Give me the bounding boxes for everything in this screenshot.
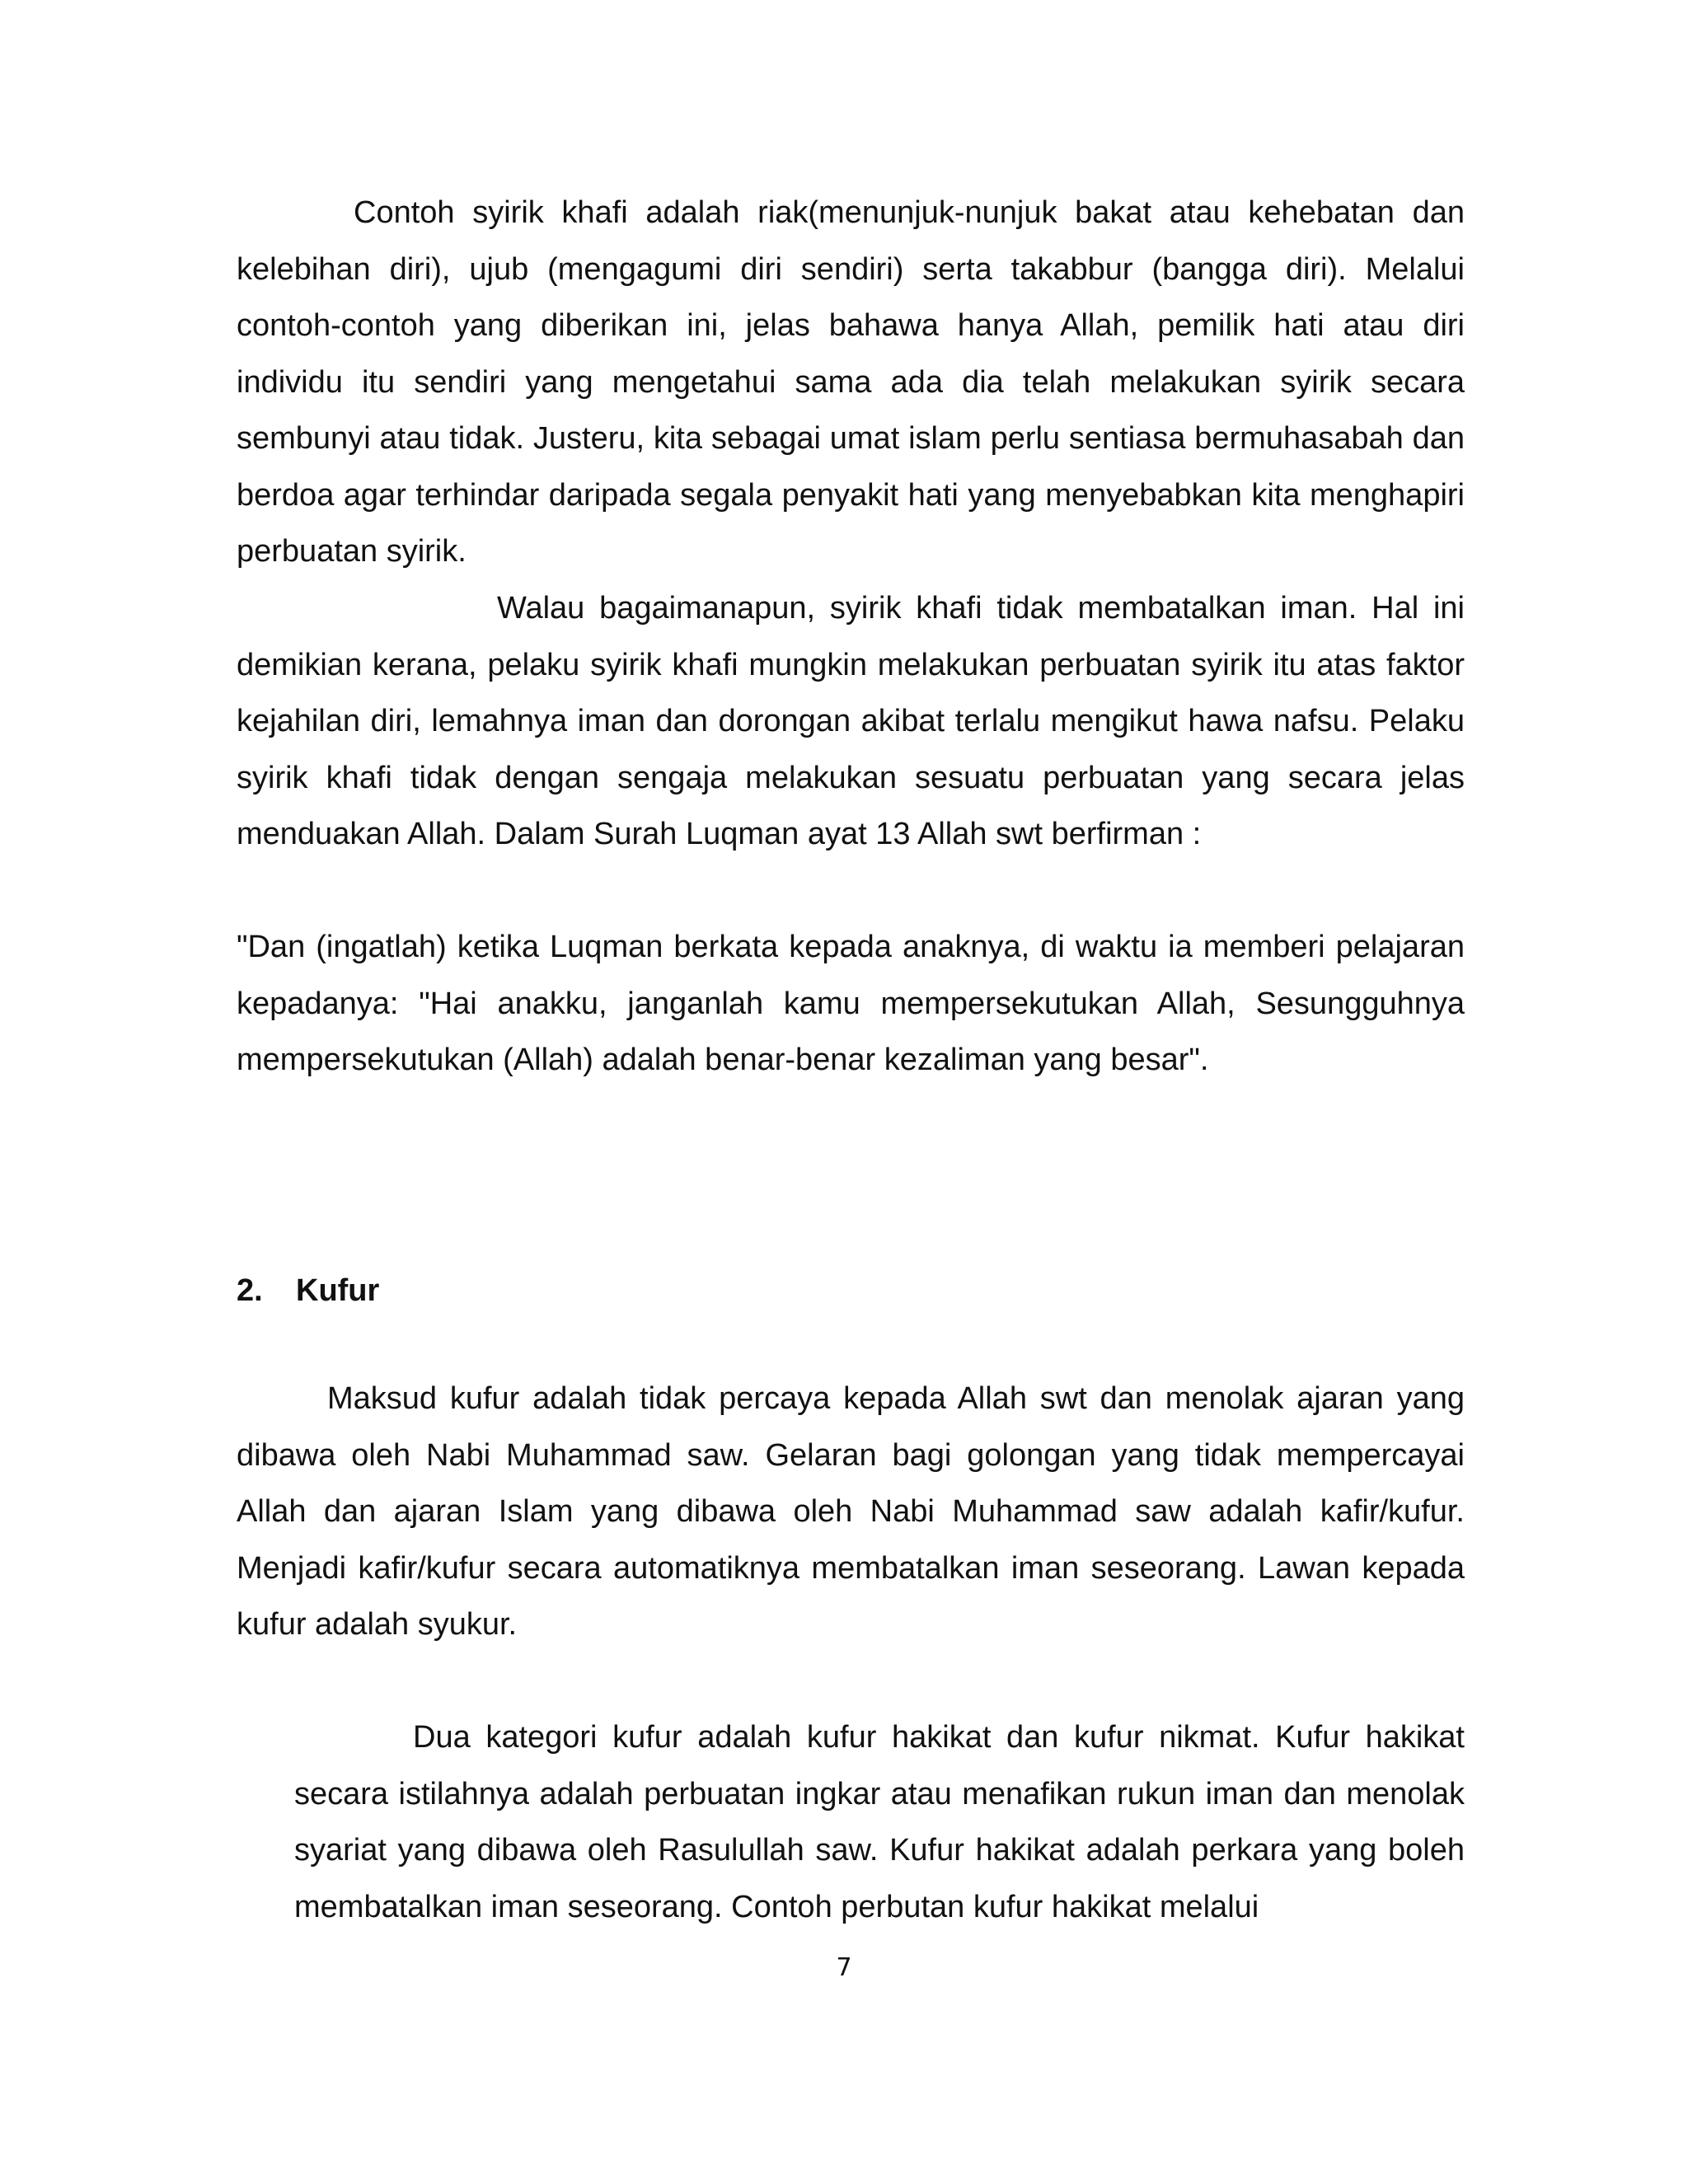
page-number: 7	[836, 1953, 852, 1982]
section-heading-kufur	[237, 1263, 379, 1319]
paragraph-kufur-categories: Dua kategori kufur adalah kufur hakikat dan kufur nikmat. Kufur hakikat secara istilahnya adalah perbuatan ingkar atau menafikan rukun iman dan menolak syariat yang dibawa oleh Rasulullah saw. Kufur hakikat adalah perkara yang boleh membatalkan iman seseorang. Contoh perbutan kufur hakikat melalui	[294, 1720, 1465, 1924]
section-number: 2.	[237, 1273, 263, 1308]
paragraph-kufur-definition: Maksud kufur adalah tidak percaya kepada Allah swt dan menolak ajaran yang dibawa oleh Nabi Muhammad saw. Gelaran bagi golongan yang tidak mempercayai Allah dan ajaran Islam yang dibawa oleh Nabi Muhammad saw adalah kafir/kufur. Menjadi kafir/kufur secara automatiknya membatalkan iman seseorang. Lawan kepada kufur adalah syukur.	[237, 1381, 1465, 1642]
paragraph-syirik-khafi-examples: Contoh syirik khafi adalah riak(menunjuk-nunjuk bakat atau kehebatan dan kelebihan diri), ujub (mengagumi diri sendiri) serta takabbur (bangga diri). Melalui contoh-contoh yang diberikan ini, jelas bahawa hanya Allah, pemilik hati atau diri individu itu sendiri yang mengetahui sama ada dia telah melakukan syirik secara sembunyi atau tidak. Justeru, kita sebagai umat islam perlu sentiasa bermuhasabah dan berdoa agar terhindar daripada segala penyakit hati yang menyebabkan kita menghapiri perbuatan syirik.	[237, 195, 1465, 569]
quote-surah-luqman: "Dan (ingatlah) ketika Luqman berkata kepada anaknya, di waktu ia memberi pelajaran kepadanya: "Hai anakku, janganlah kamu mempersekutukan Allah, Sesungguhnya mempersekutukan (Allah) adalah benar-benar kezaliman yang besar".	[237, 930, 1465, 1077]
paragraph-syirik-khafi-iman: Walau bagaimanapun, syirik khafi tidak membatalkan iman. Hal ini demikian kerana, pelaku syirik khafi mungkin melakukan perbuatan syirik itu atas faktor kejahilan diri, lemahnya iman dan dorongan akibat terlalu mengikut hawa nafsu. Pelaku syirik khafi tidak dengan sengaja melakukan sesuatu perbuatan yang secara jelas menduakan Allah. Dalam Surah Luqman ayat 13 Allah swt berfirman :	[237, 591, 1465, 851]
section-title: Kufur	[296, 1273, 380, 1308]
